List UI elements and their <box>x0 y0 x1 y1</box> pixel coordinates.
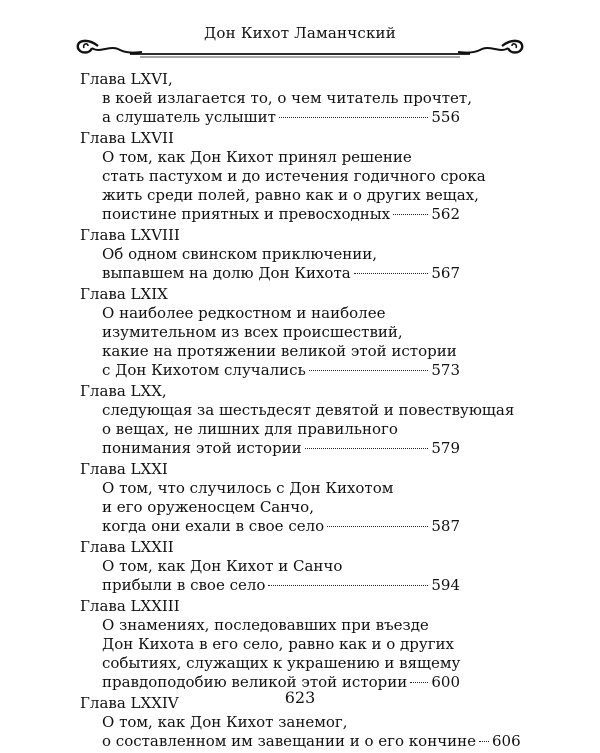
chapter-label: Глава LXVIII <box>80 226 180 244</box>
running-title: Дон Кихот Ламанчский <box>204 24 396 42</box>
entry-line: а слушатель услышит <box>102 108 276 126</box>
entry-line: О том, как Дон Кихот и Санчо <box>102 557 343 575</box>
entry-line: в коей излагается то, о чем читатель прочтет, <box>102 89 472 107</box>
dot-leader <box>268 585 428 586</box>
page-reference: 594 <box>431 576 460 594</box>
dot-leader <box>479 741 489 742</box>
entry-line: выпавшем на долю Дон Кихота <box>102 264 351 282</box>
chapter-label: Глава LXX, <box>80 382 167 400</box>
dot-leader <box>279 117 428 118</box>
dot-leader <box>305 448 429 449</box>
page-number: 623 <box>284 688 316 707</box>
entry-last-line <box>80 732 521 751</box>
entry-line: О том, как Дон Кихот занемог, <box>102 713 348 731</box>
toc-entry <box>80 382 515 458</box>
table-of-contents <box>80 70 521 753</box>
page-reference: 606 <box>492 732 521 750</box>
chapter-label: Глава LXVI, <box>80 70 173 88</box>
entry-line: когда они ехали в свое село <box>102 517 325 535</box>
dot-leader <box>354 273 429 274</box>
entry-line: поистине приятных и превосходных <box>102 205 391 223</box>
toc-entry <box>80 226 460 283</box>
chapter-label: Глава LXVII <box>80 129 174 147</box>
entry-last-line <box>80 361 460 380</box>
entry-line: О наиболее редкостном и наиболее <box>102 304 386 322</box>
chapter-label: Глава LXIX <box>80 285 168 303</box>
toc-entry <box>80 129 486 224</box>
toc-entry <box>80 285 460 380</box>
page-reference: 556 <box>431 108 460 126</box>
toc-entry <box>80 597 460 692</box>
entry-last-line <box>80 264 460 283</box>
dot-leader <box>410 682 428 683</box>
entry-last-line <box>80 205 460 224</box>
entry-line: событиях, служащих к украшению и вящему <box>102 654 461 672</box>
page-reference: 587 <box>431 517 460 535</box>
chapter-label: Глава LXXI <box>80 460 168 478</box>
page-reference: 567 <box>431 264 460 282</box>
entry-line: правдоподобию великой этой истории <box>102 673 408 691</box>
entry-line: О том, как Дон Кихот принял решение <box>102 148 412 166</box>
toc-entry <box>80 538 460 595</box>
running-header <box>70 20 530 62</box>
entry-line: понимания этой истории <box>102 439 302 457</box>
entry-line: О том, что случилось с Дон Кихотом <box>102 479 394 497</box>
toc-entry <box>80 70 472 127</box>
page-reference: 562 <box>431 205 460 223</box>
entry-line: изумительном из всех происшествий, <box>102 323 403 341</box>
entry-line: прибыли в свое село <box>102 576 266 594</box>
page-reference: 573 <box>431 361 460 379</box>
chapter-label: Глава LXXIII <box>80 597 180 615</box>
entry-last-line <box>80 517 460 536</box>
entry-last-line <box>80 439 460 458</box>
page-reference: 600 <box>431 673 460 691</box>
entry-line: Об одном свинском приключении, <box>102 245 378 263</box>
entry-last-line <box>80 108 460 127</box>
entry-line: жить среди полей, равно как и о других вещах, <box>102 186 479 204</box>
entry-last-line <box>80 576 460 595</box>
entry-line: следующая за шестьдесят девятой и повествующая <box>102 401 515 419</box>
dot-leader <box>309 370 429 371</box>
dot-leader <box>393 214 428 215</box>
entry-line: о составленном им завещании и о его кончине <box>102 732 477 750</box>
dot-leader <box>327 526 428 527</box>
entry-line: О знамениях, последовавших при въезде <box>102 616 429 634</box>
entry-line: и его оруженосцем Санчо, <box>102 498 314 516</box>
toc-entry <box>80 460 460 536</box>
chapter-label: Глава LXXII <box>80 538 174 556</box>
chapter-label: Глава LXXIV <box>80 694 179 712</box>
entry-line: о вещах, не лишних для правильного <box>102 420 398 438</box>
entry-line: стать пастухом и до истечения годичного срока <box>102 167 486 185</box>
page-reference: 579 <box>431 439 460 457</box>
entry-line: какие на протяжении великой этой истории <box>102 342 457 360</box>
entry-line: с Дон Кихотом случались <box>102 361 306 379</box>
entry-line: Дон Кихота в его село, равно как и о других <box>102 635 455 653</box>
